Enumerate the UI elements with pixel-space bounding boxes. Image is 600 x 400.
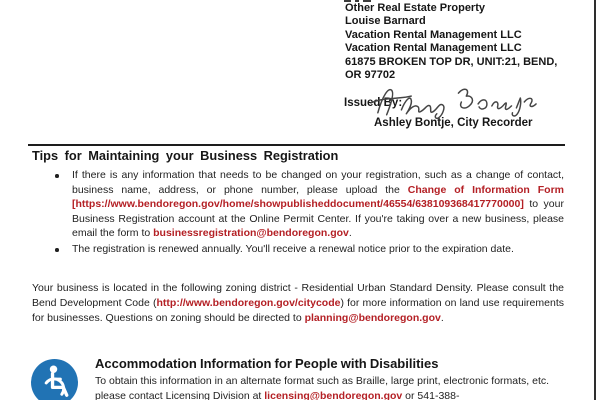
text-line: Other Real Estate Property <box>345 2 485 14</box>
signer-name-title: Ashley Bontje, City Recorder <box>374 117 533 129</box>
issued-by-label: Issued By: <box>344 97 403 109</box>
link-text[interactable]: Change of Information Form [https://www.bendoregon.gov/home/showpublisheddocument/46554/638109368417770000] <box>72 183 564 211</box>
body-text-segment: or 541-388- <box>402 389 460 400</box>
body-text-segment: Your business is located in the following zoning district - Residential Urban Standard Density. Please consult the Bend Development Code ( <box>32 282 564 309</box>
body-text-segment: to your Business Registration account at the Online Permit Center. If you're taking over a new business, please email the form to <box>72 198 564 240</box>
wheelchair-accessibility-icon <box>31 359 78 400</box>
body-text-segment: If there is any information that needs to be changed on your registration, such as a change of contact, business name, address, or phone number, please upload the <box>72 169 564 196</box>
body-text-segment: . <box>348 227 352 240</box>
text-line: 61875 BROKEN TOP DR, UNIT:21, BEND, <box>345 55 558 68</box>
body-text-segment: . <box>440 311 444 324</box>
body-text-segment: To obtain this information in an alternate format such as Braille, large print, electronic formats, etc. please contact Licensing Division at <box>95 375 550 400</box>
bullet-marker <box>55 174 59 178</box>
tips-bullet-item <box>72 242 564 257</box>
text-line: Vacation Rental Management LLC <box>345 42 522 55</box>
link-text[interactable]: licensing@bendoregon.gov <box>264 389 403 400</box>
body-text-segment: ) for more information on land use requirements for businesses. Questions on zoning should be directed to <box>32 296 564 324</box>
accommodation-section-heading: Accommodation Information for People with Disabilities <box>95 356 439 371</box>
body-text-segment: The registration is renewed annually. You'll receive a renewal notice prior to the expiration date. <box>72 243 514 255</box>
text-line: Louise Barnard <box>345 15 426 28</box>
signature-ashley-bontje <box>368 83 540 119</box>
text-line: Vacation Rental Management LLC <box>345 28 522 41</box>
zoning-paragraph <box>32 281 564 326</box>
text-line: OR 97702 <box>345 69 396 82</box>
tips-section-heading: Tips for Maintaining your Business Registration <box>32 148 339 163</box>
link-text[interactable]: planning@bendoregon.gov <box>304 311 441 324</box>
page-edge-line <box>594 0 596 400</box>
recipient-address-block <box>345 2 557 82</box>
link-text[interactable]: businessregistration@bendoregon.gov <box>153 227 349 240</box>
bullet-marker <box>55 248 59 252</box>
accommodation-paragraph <box>95 374 561 400</box>
tips-bullet-item <box>72 168 564 241</box>
section-divider-rule <box>28 144 565 146</box>
link-text[interactable]: http://www.bendoregon.gov/citycode <box>156 296 341 309</box>
